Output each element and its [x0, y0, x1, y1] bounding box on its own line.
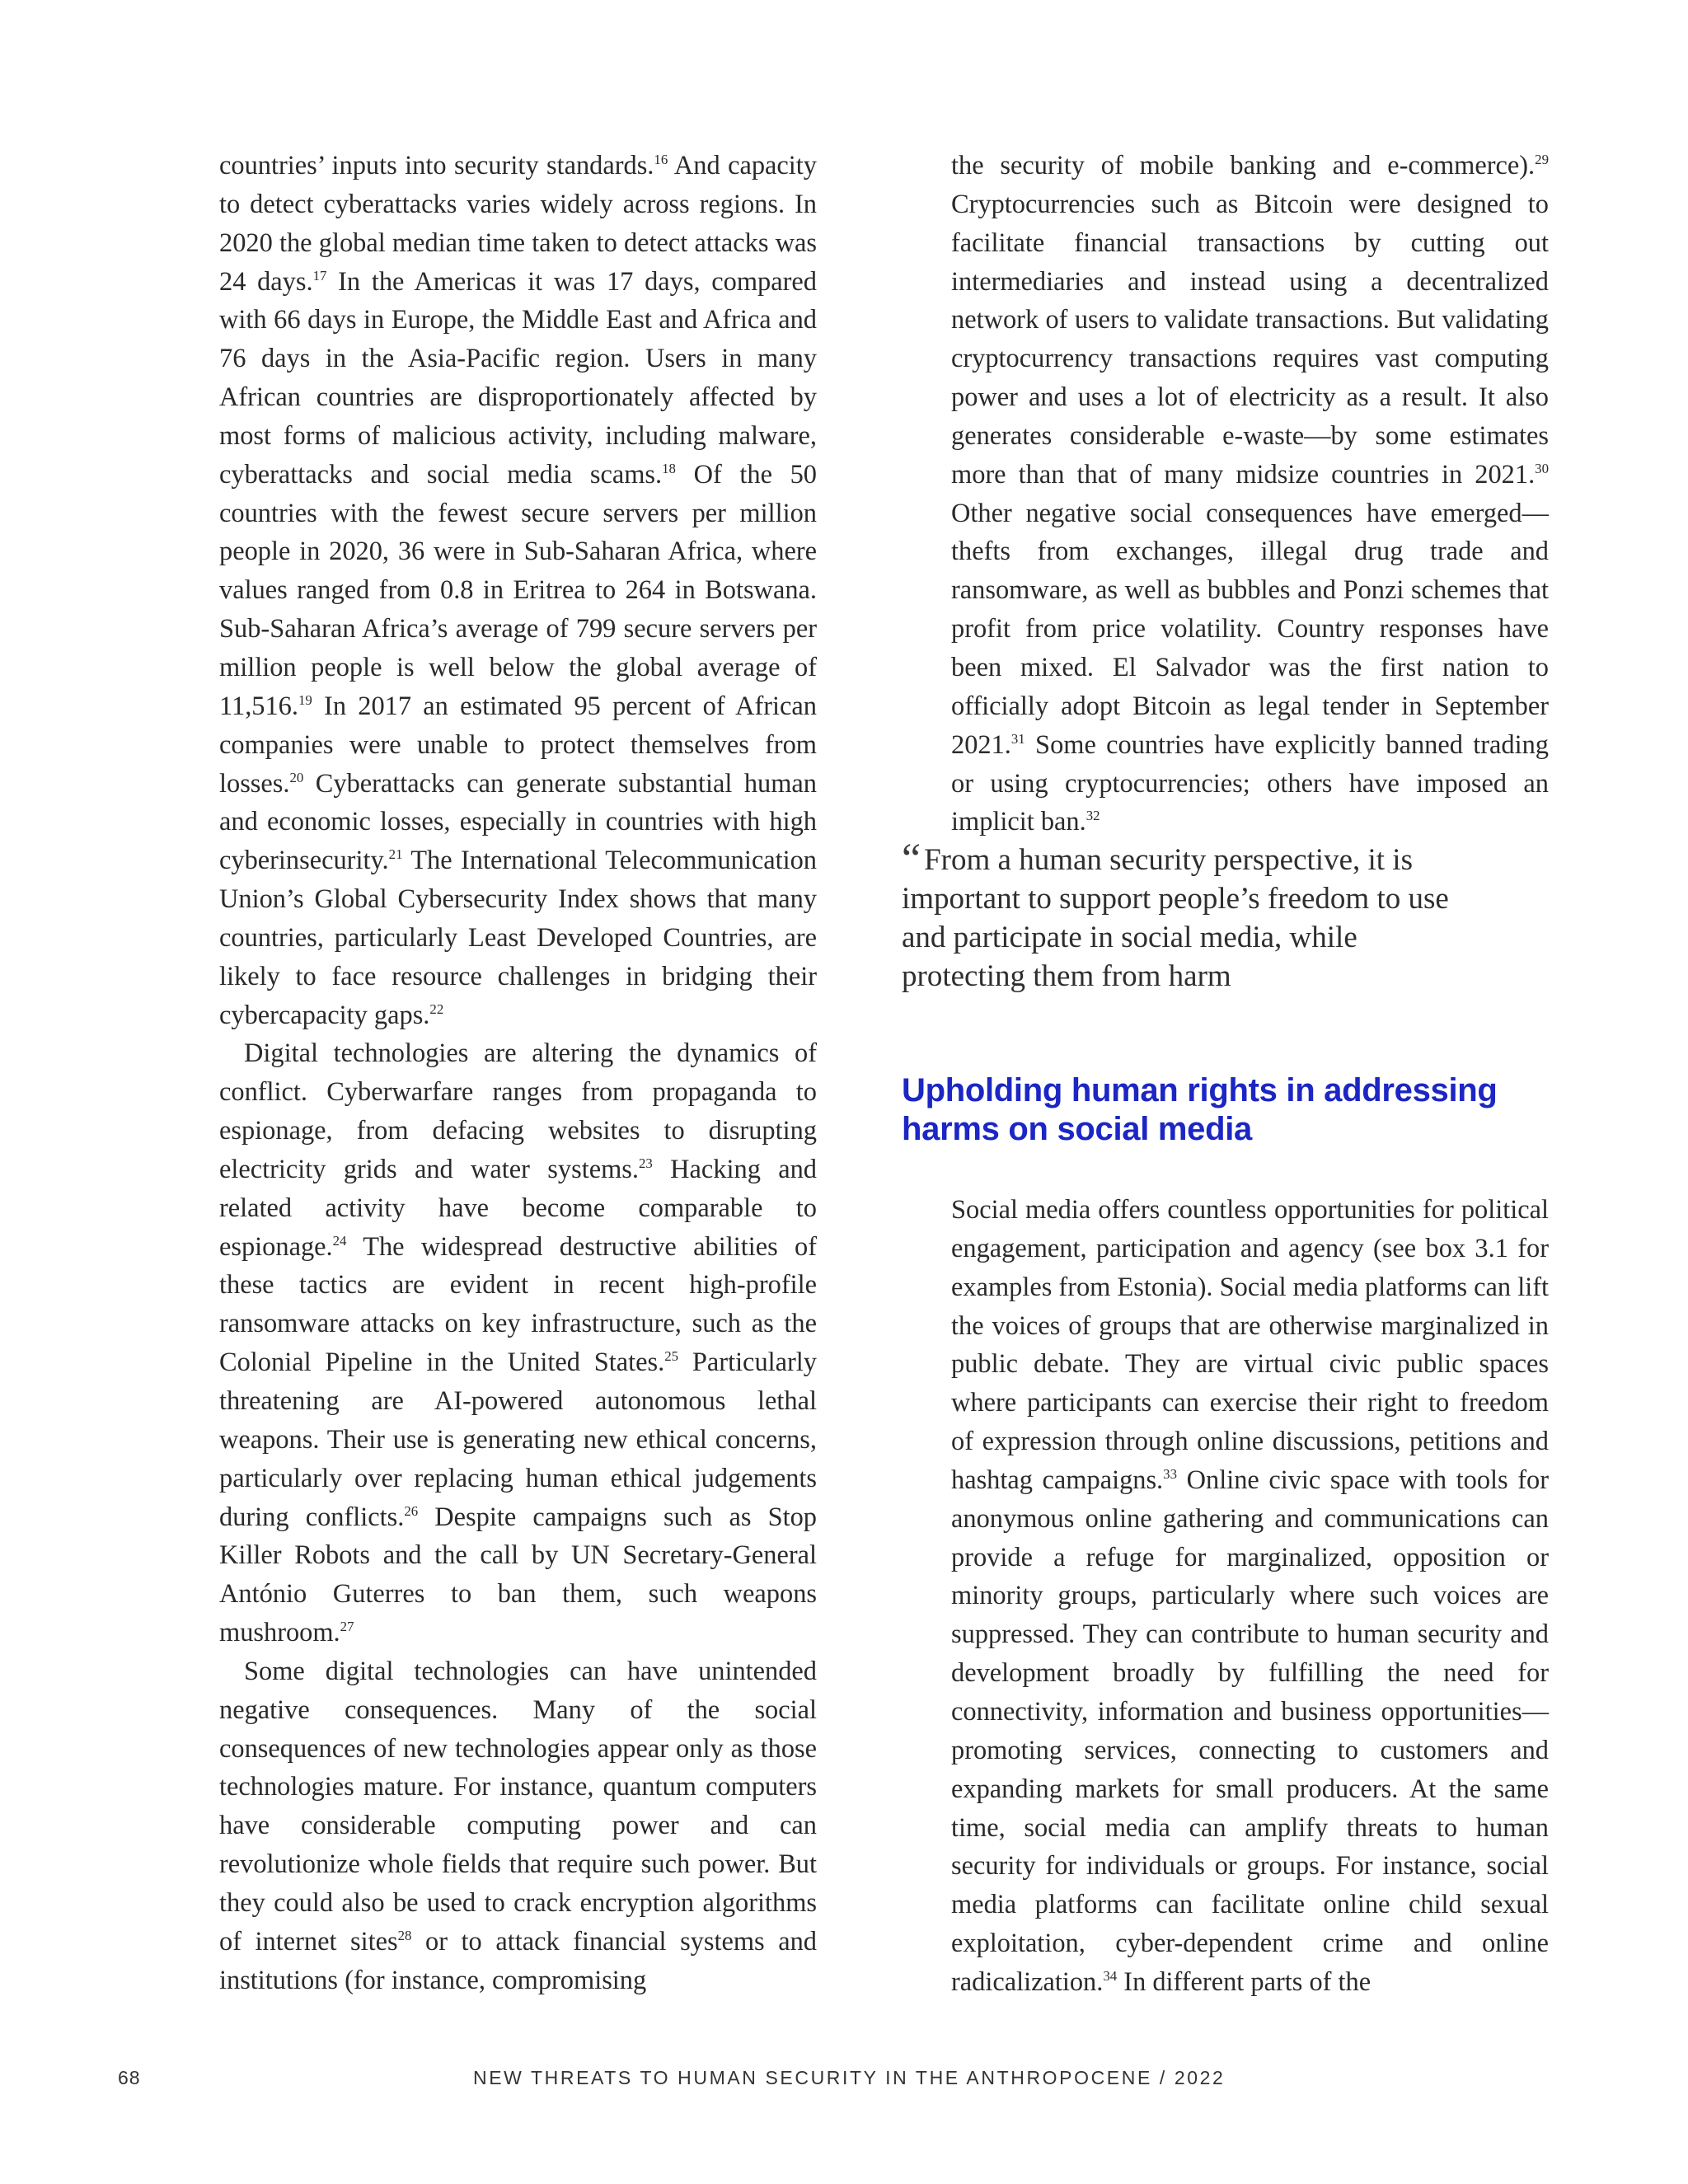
paragraph-conflict-dynamics: Digital technologies are altering the dynamics of conflict. Cyberwarfare ranges from propaganda to espionage, from defacing websites to disrupting electricity grids and water systems.$^{23}$ Hacking and related activity have become comparable to espionage.$^{24}$ The widespread destructive abilities of these tactics are evident in recent high-profile ransomware attacks on key infrastructure, such as the Colonial Pipeline in the United States.$^{25}$ Particularly threatening are AI-powered autonomous lethal weapons. Their use is generating new ethical concerns, particularly over replacing human ethical judgements during conflicts.$^{26}$ Despite campaigns such as Stop Killer Robots and the call by UN Secretary-General António Guterres to ban them, such weapons mushroom.$^{27}$: [219, 1038, 817, 1648]
footnote-ref: 22: [429, 1001, 444, 1017]
footnote-ref: 29: [1535, 152, 1549, 168]
pull-quote: [902, 836, 1479, 996]
pull-quote-text: From a human security perspective, it is important to support people’s freedom to use and participate in social media, while protecting them from harm: [902, 843, 1449, 993]
footnote-ref: 31: [1010, 730, 1025, 747]
footnote-ref: 26: [404, 1502, 419, 1519]
paragraph-unintended-consequences: Some digital technologies can have unintended negative consequences. Many of the social consequences of new technologies appear only as those technologies mature. For instance, quantum computers have considerable computing power and can revolutionize whole fields that require such power. But they could also be used to crack encryption algorithms of internet sites$^{28}$ or to attack financial systems and institutions (for instance, compromising: [219, 1656, 817, 1995]
footnote-ref: 24: [332, 1232, 347, 1249]
footnote-ref: 32: [1085, 808, 1100, 824]
paragraph-social-media: Social media offers countless opportunities for political engagement, participation and agency (see box 3.1 for examples from Estonia). Social media platforms can lift the voices of groups that are otherwise marginalized in public debate. They are virtual civic public spaces where participants can exercise their right to freedom of expression through online discussions, petitions and hashtag campaigns.$^{33}$ Online civic space with tools for anonymous online gathering and communications can provide a refuge for marginalized, opposition or minority groups, particularly where such voices are suppressed. They can contribute to human security and development broadly by fulfilling the need for connectivity, information and business opportunities—promoting services, connecting to customers and expanding markets for small producers. At the same time, social media can amplify threats to human security for individuals or groups. For instance, social media platforms can facilitate online child sexual exploitation, cyber-dependent crime and online radicalization.$^{34}$ In different parts of the: [951, 1195, 1550, 1997]
footnote-ref: 16: [654, 152, 668, 168]
footnote-ref: 30: [1535, 460, 1549, 476]
footnote-ref: 20: [289, 769, 304, 785]
footnote-ref: 17: [312, 267, 327, 284]
footnote-ref: 27: [340, 1619, 354, 1635]
footnote-ref: 28: [397, 1928, 412, 1944]
footnote-ref: 33: [1163, 1466, 1177, 1483]
right-column-top: [951, 147, 1549, 841]
section-heading: Upholding human rights in addressing harms on social media: [902, 1072, 1498, 1147]
paragraph-cyber-capacity: countries’ inputs into security standards.$^{16}$ And capacity to detect cyberattacks varies widely across regions. In 2020 the global median time taken to detect attacks was 24 days.$^{17}$ In the Americas it was 17 days, compared with 66 days in Europe, the Middle East and Africa and 76 days in the Asia-Pacific region. Users in many African countries are disproportionately affected by most forms of malicious activity, including malware, cyberattacks and social media scams.$^{18}$ Of the 50 countries with the fewest secure servers per million people in 2020, 36 were in Sub-Saharan Africa, where values ranged from 0.8 in Eritrea to 264 in Botswana. Sub-Saharan Africa’s average of 799 secure servers per million people is well below the global average of 11,516.19 In 2017 an estimated 95 percent of African companies were unable to protect themselves from losses.$^{20}$ Cyberattacks can generate substantial human and economic losses, especially in countries with high cyberinsecurity.$^{21}$ The International Telecommunication Union’s Global Cybersecurity Index shows that many countries, particularly Least Developed Countries, are likely to face resource challenges in bridging their cybercapacity gaps.$^{22}$: [219, 151, 817, 1030]
footnote-ref: 19: [298, 692, 312, 709]
footnote-ref: 23: [639, 1155, 653, 1172]
page-number: 68: [118, 2067, 141, 2088]
footnote-ref: 18: [662, 460, 676, 476]
footnote-ref: 25: [664, 1348, 679, 1365]
left-column: [219, 147, 817, 2000]
footnote-ref: 21: [388, 846, 403, 863]
right-column-bottom: [951, 1191, 1549, 2002]
footnote-ref: 34: [1103, 1968, 1118, 1985]
paragraph-cryptocurrencies: the security of mobile banking and e-commerce).$^{29}$ Cryptocurrencies such as Bitcoin were designed to facilitate financial transactions by cutting out intermediaries and instead using a decentralized network of users to validate transactions. But validating cryptocurrency transactions requires vast computing power and uses a lot of electricity as a result. It also generates considerable e-waste—by some estimates more than that of many midsize countries in 2021.30 Other negative social consequences have emerged—thefts from exchanges, illegal drug trade and ransomware, as well as bubbles and Ponzi schemes that profit from price volatility. Country responses have been mixed. El Salvador was the first nation to officially adopt Bitcoin as legal tender in September 2021.31 Some countries have explicitly banned trading or using cryptocurrencies; others have imposed an implicit ban.$^{32}$: [951, 151, 1549, 837]
quote-mark-icon: “: [902, 836, 921, 883]
running-title: NEW THREATS TO HUMAN SECURITY IN THE ANTHROPOCENE / 2022: [473, 2067, 1226, 2088]
